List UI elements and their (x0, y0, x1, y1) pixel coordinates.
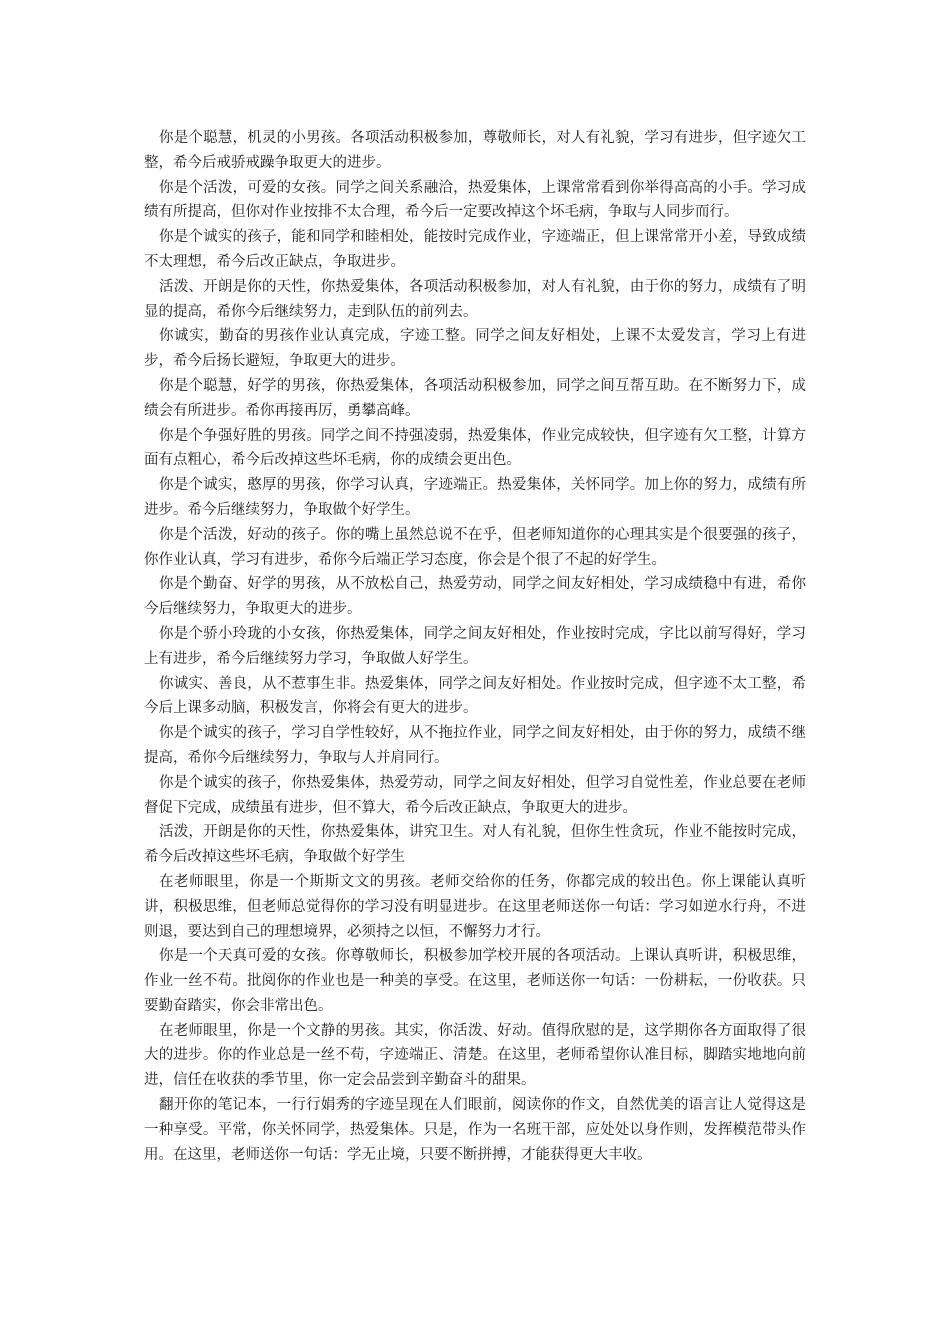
comment-paragraph-17: 你是一个天真可爱的女孩。你尊敬师长，积极参加学校开展的各项活动。上课认真听讲，积极思维，作业一丝不苟。批阅你的作业也是一种美的享受。在这里，老师送你一句话：一份耕耘，一份收获。只要勤奋踏实，你会非常出色。 (144, 948, 806, 1014)
comment-paragraph-9: 你是个活泼，好动的孩子。你的嘴上虽然总说不在乎，但老师知道你的心理其实是个很要强的孩子，你作业认真，学习有进步，希你今后端正学习态度，你会是个很了不起的好学生。 (144, 526, 806, 568)
comment-paragraph-1: 你是个聪慧，机灵的小男孩。各项活动积极参加，尊敬师长，对人有礼貌，学习有进步，但字迹欠工整，希今后戒骄戒躁争取更大的进步。 (144, 130, 806, 171)
comment-paragraph-7: 你是个争强好胜的男孩。同学之间不持强凌弱，热爱集体，作业完成较快，但字迹有欠工整，计算方面有点粗心，希今后改掉这些坏毛病，你的成绩会更出色。 (144, 427, 806, 469)
comment-paragraph-5: 你诚实，勤奋的男孩作业认真完成，字迹工整。同学之间友好相处，上课不太爱发言，学习上有进步，希今后扬长避短，争取更大的进步。 (144, 328, 806, 370)
comment-paragraph-2: 你是个活泼，可爱的女孩。同学之间关系融洽，热爱集体，上课常常看到你举得高高的小手。学习成绩有所提高，但你对作业按排不太合理，希今后一定要改掉这个坏毛病，争取与人同步而行。 (144, 179, 806, 221)
comment-paragraph-6: 你是个聪慧，好学的男孩，你热爱集体，各项活动积极参加，同学之间互帮互助。在不断努力下，成绩会有所进步。希你再接再厉，勇攀高峰。 (144, 377, 806, 419)
comment-paragraph-8: 你是个诚实，憨厚的男孩，你学习认真，字迹端正。热爱集体，关怀同学。加上你的努力，成绩有所进步。希今后继续努力，争取做个好学生。 (144, 477, 806, 518)
comment-paragraph-4: 活泼、开朗是你的天性，你热爱集体，各项活动积极参加，对人有礼貌，由于你的努力，成绩有了明显的提高，希你今后继续努力，走到队伍的前列去。 (144, 278, 806, 320)
comment-paragraph-18: 在老师眼里，你是一个文静的男孩。其实，你活泼、好动。值得欣慰的是，这学期你各方面取得了很大的进步。你的作业总是一丝不苟，字迹端正、清楚。在这里，老师希望你认准目标，脚踏实地地向前进，信任在收获的季节里，你一定会品尝到辛勤奋斗的甜果。 (144, 1022, 806, 1089)
comment-paragraph-16: 在老师眼里，你是一个斯斯文文的男孩。老师交给你的任务，你都完成的较出色。你上课能认真听讲，积极思维，但老师总觉得你的学习没有明显进步。在这里老师送你一句话：学习如逆水行舟，不进则退，要达到自己的理想境界，必须持之以恒，不懈努力才行。 (144, 873, 806, 940)
comment-paragraph-10: 你是个勤奋、好学的男孩，从不放松自己，热爱劳动，同学之间友好相处，学习成绩稳中有进，希你今后继续努力，争取更大的进步。 (144, 576, 806, 618)
comment-paragraph-11: 你是个骄小玲珑的小女孩，你热爱集体，同学之间友好相处，作业按时完成，字比以前写得好，学习上有进步，希今后继续努力学习，争取做人好学生。 (144, 625, 806, 667)
document-body (144, 126, 806, 1167)
comment-paragraph-12: 你诚实、善良，从不惹事生非。热爱集体，同学之间友好相处。作业按时完成，但字迹不太工整，希今后上课多动脑，积极发言，你将会有更大的进步。 (144, 675, 806, 717)
comment-paragraph-3: 你是个诚实的孩子，能和同学和睦相处，能按时完成作业，字迹端正，但上课常常开小差，导致成绩不太理想，希今后改正缺点，争取进步。 (144, 229, 806, 270)
comment-paragraph-15: 活泼，开朗是你的天性，你热爱集体，讲究卫生。对人有礼貌，但你生性贪玩，作业不能按时完成，希今后改掉这些坏毛病，争取做个好学生 (144, 824, 806, 866)
comment-paragraph-14: 你是个诚实的孩子，你热爱集体，热爱劳动，同学之间友好相处，但学习自觉性差，作业总要在老师督促下完成，成绩虽有进步，但不算大，希今后改正缺点，争取更大的进步。 (144, 774, 806, 816)
comment-paragraph-13: 你是个诚实的孩子，学习自学性较好，从不拖拉作业，同学之间友好相处，由于你的努力，成绩不继提高，希你今后继续努力，争取与人并肩同行。 (144, 725, 806, 766)
comment-paragraph-19: 翻开你的笔记本，一行行娟秀的字迹呈现在人们眼前，阅读你的作文，自然优美的语言让人觉得这是一种享受。平常，你关怀同学，热爱集体。只是，作为一名班干部，应处处以身作则，发挥模范带头作用。在这里，老师送你一句话：学无止境，只要不断拼搏，才能获得更大丰收。 (144, 1097, 806, 1163)
